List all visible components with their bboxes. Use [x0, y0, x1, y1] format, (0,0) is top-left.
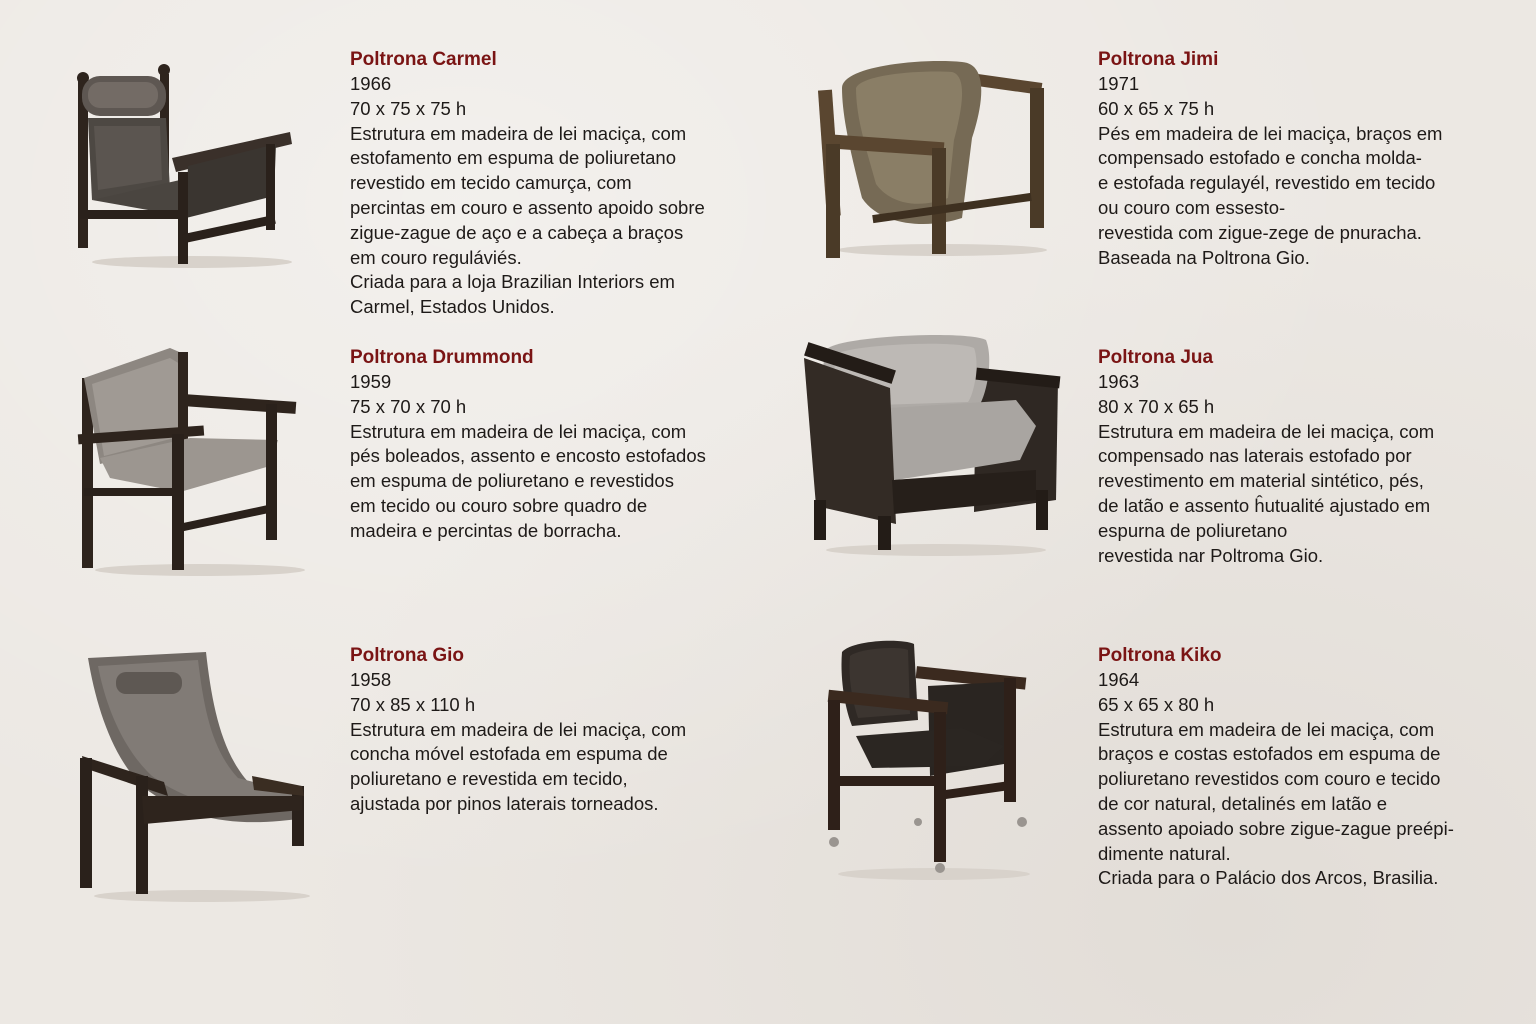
chair-dimensions: 75 x 70 x 70 h [350, 395, 467, 417]
chair-year: 1971 [1098, 73, 1140, 94]
chair-dimensions: 60 x 65 x 75 h [1098, 97, 1215, 119]
description-line: zigue-zague de aço e a cabeça a braços [350, 221, 684, 243]
description-line: espurna de poliuretano [1098, 519, 1288, 541]
description-line: e estofada regulayél, revestido em tecido [1098, 172, 1436, 194]
description-line: Baseada na Poltrona Gio. [1098, 246, 1310, 268]
chair-name: Poltrona Jimi [1098, 49, 1219, 70]
description-line: Criada para a loja Brazilian Interiors em [350, 271, 675, 293]
description-line: poliuretano e revestida em tecido, [350, 768, 628, 790]
description-line: poliuretano revestidos com couro e tecido [1098, 768, 1441, 790]
chair-dimensions: 80 x 70 x 65 h [1098, 395, 1215, 417]
chair-name: Poltrona Gio [350, 645, 464, 666]
chair-jua-image [796, 330, 1066, 558]
chair-name: Poltrona Kiko [1098, 645, 1222, 666]
chair-jimi-image [812, 48, 1062, 258]
chair-dimensions: 70 x 75 x 75 h [350, 97, 467, 119]
description-line: em couro reguláviés. [350, 246, 522, 268]
description-line: concha móvel estofada em espuma de [350, 743, 668, 765]
description-line: compensado nas laterais estofado por [1098, 445, 1412, 467]
chair-name: Poltrona Jua [1098, 347, 1214, 368]
description-line: em tecido ou couro sobre quadro de [350, 494, 648, 516]
description-line: pés boleados, assento e encosto estofados [350, 445, 706, 467]
description-line: de latão e assento ĥutualité ajustado em [1098, 494, 1431, 516]
chair-year: 1963 [1098, 371, 1140, 392]
chair-name: Poltrona Drummond [350, 347, 534, 368]
description-line: percintas em couro e assento apoido sobre [350, 196, 705, 218]
description-line: braços e costas estofados em espuma de [1098, 743, 1441, 765]
chair-name: Poltrona Carmel [350, 49, 497, 70]
chair-year: 1964 [1098, 669, 1140, 690]
chair-gio-image [72, 646, 322, 904]
description-line: compensado estofado e concha molda- [1098, 147, 1422, 169]
description-line: ou couro com essesto- [1098, 196, 1286, 218]
chair-carmel-image [62, 40, 302, 270]
chair-kiko-image [822, 636, 1042, 882]
description-line: Pés em madeira de lei maciça, braços em [1098, 122, 1443, 144]
chair-dimensions: 65 x 65 x 80 h [1098, 693, 1215, 715]
description-line: em espuma de poliuretano e revestidos [350, 470, 674, 492]
description-line: estofamento em espuma de poliuretano [350, 147, 677, 169]
description-line: Criada para o Palácio dos Arcos, Brasilia. [1098, 867, 1439, 889]
description-line: Estrutura em madeira de lei maciça, com [1098, 718, 1435, 740]
description-line: revestida nar Poltroma Gio. [1098, 544, 1324, 566]
chair-dimensions: 70 x 85 x 110 h [350, 693, 476, 715]
chair-year: 1959 [350, 371, 392, 392]
description-line: revestimento em material sintético, pés, [1098, 470, 1424, 492]
description-line: ajustada por pinos laterais torneados. [350, 792, 659, 814]
description-line: Carmel, Estados Unidos. [350, 296, 555, 318]
description-line: dimente natural. [1098, 842, 1231, 864]
description-line: Estrutura em madeira de lei maciça, com [350, 420, 687, 442]
chair-year: 1958 [350, 669, 392, 690]
description-line: madeira e percintas de borracha. [350, 519, 622, 541]
description-line: revestida com zigue-zege de pnuracha. [1098, 221, 1422, 243]
description-line: revestido em tecido camurça, com [350, 172, 632, 194]
chair-year: 1966 [350, 73, 392, 94]
description-line: Estrutura em madeira de lei maciça, com [350, 718, 687, 740]
description-line: de cor natural, detalinés em latão e [1098, 792, 1387, 814]
description-line: Estrutura em madeira de lei maciça, com [1098, 420, 1435, 442]
description-line: Estrutura em madeira de lei maciça, com [350, 122, 687, 144]
chair-drummond-image [70, 338, 310, 578]
description-line: assento apoiado sobre zigue-zague preépi- [1098, 817, 1454, 839]
